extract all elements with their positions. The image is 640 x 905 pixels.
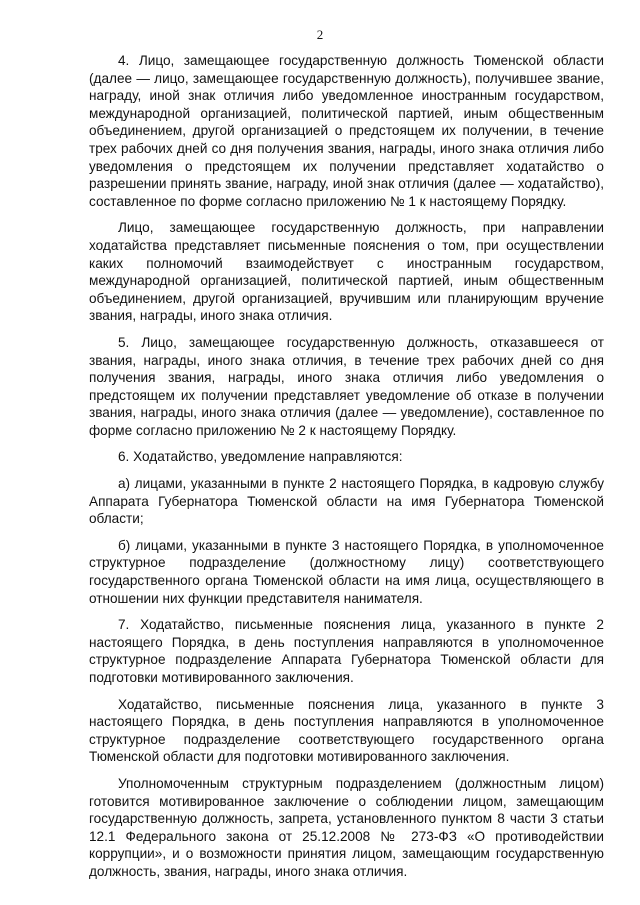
paragraph-6: 6. Ходатайство, уведомление направляются: (118, 449, 403, 465)
paragraph-7-conclusion: Уполномоченным структурным подразделением (должностным лицом) готовится мотивированное заключение о соблюдении лицом, замещающим государственную должность, запрета, установленного пунктом 8 части 3 статьи 12.1 Федерального закона от 25.12.2008 № 273-ФЗ «О противодействии коррупции», и о возможности принятия лицом, замещающим государственную должность, звания, награды, иного знака отличия. (89, 775, 604, 879)
paragraph-4: 4. Лицо, замещающее государственную должность Тюменской области (далее — лицо, замещающее государственную должность), получившее звание, награду, иной знак отличия либо уведомленное иностранным государством, международной организацией, политической партией, иным общественным объединением, другой организацией о предстоящем их получении, в течение трех рабочих дней со дня получения звания, награды, иного знака отличия либо уведомления о предстоящем их получении представляет ходатайство о разрешении принять звание, награду, иной знак отличия (далее — ходатайство), составленное по форме согласно приложению № 1 к настоящему Порядку. (89, 53, 604, 209)
paragraph-4-explanation: Лицо, замещающее государственную должность, при направлении ходатайства представляет письменные пояснения о том, при осуществлении каких полномочий взаимодействует с иностранным государством, международной организацией, политической партией, иным общественным объединением, другой организацией, вручившим или планирующим вручение звания, награды, иного знака отличия. (89, 220, 604, 324)
page-number: 2 (316, 27, 324, 42)
paragraph-7: 7. Ходатайство, письменные пояснения лица, указанного в пункте 2 настоящего Порядка, в день поступления направляются в уполномоченное структурное подразделение Аппарата Губернатора Тюменской области для подготовки мотивированного заключения. (89, 617, 604, 685)
document-body (89, 52, 604, 890)
paragraph-6-b: б) лицами, указанными в пункте 3 настоящего Порядка, в уполномоченное структурное подразделение (должностному лицу) соответствующего государственного органа Тюменской области на имя лица, осуществляющего в отношении них функции представителя нанимателя. (89, 537, 604, 606)
paragraph-6-a: а) лицами, указанными в пункте 2 настоящего Порядка, в кадровую службу Аппарата Губернатора Тюменской области на имя Губернатора Тюменской области; (89, 476, 604, 527)
paragraph-7-second: Ходатайство, письменные пояснения лица, указанного в пункте 3 настоящего Порядка, в день поступления направляются в уполномоченное структурное подразделение соответствующего государственного органа Тюменской области для подготовки мотивированного заключения. (89, 696, 604, 765)
paragraph-5: 5. Лицо, замещающее государственную должность, отказавшееся от звания, награды, иного знака отличия, в течение трех рабочих дней со дня получения звания, награды, иного знака отличия либо уведомления о предстоящем их получении представляет уведомление об отказе в получении звания, награды, иного знака отличия (далее — уведомление), составленное по форме согласно приложению № 2 к настоящему Порядку. (89, 334, 604, 438)
